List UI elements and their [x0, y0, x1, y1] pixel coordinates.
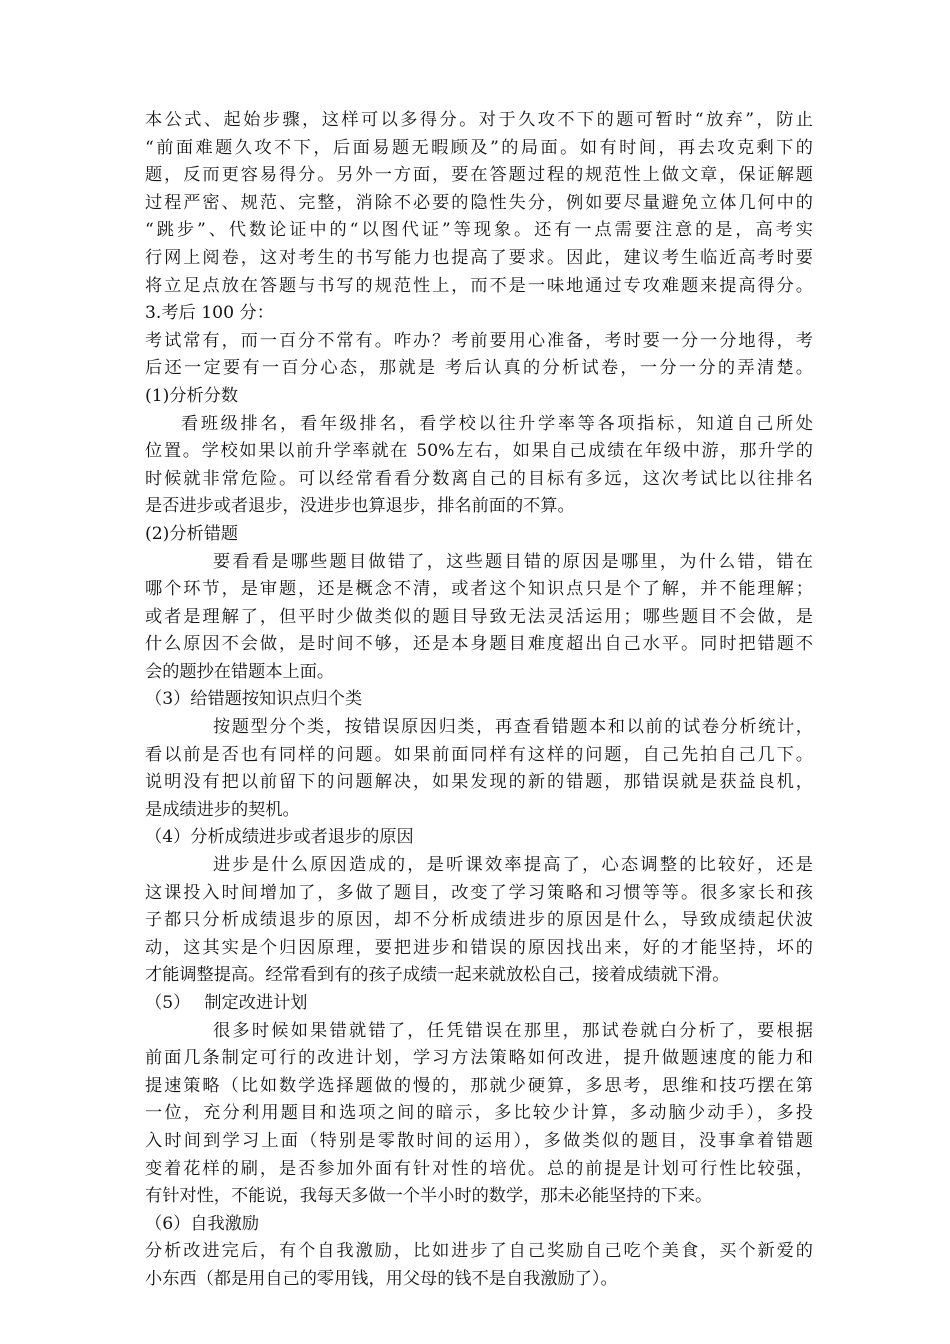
text-line: 是否进步或者退步，没进步也算退步，排名前面的不算。: [145, 496, 575, 517]
text-line: 或者是理解了，但平时少做类似的题目导致无法灵活运用；哪些题目不会做，是: [145, 606, 813, 627]
text-line: 提速策略（比如数学选择题做的慢的，那就少硬算，多思考，思维和技巧摆在第: [145, 1075, 813, 1096]
text-line: 很多时候如果错就错了，任凭错误在那里，那试卷就白分析了，要根据: [213, 1020, 813, 1041]
text-line: “跳步”、代数论证中的“以图代证”等现象。还有一点需要注意的是，高考实: [145, 220, 813, 241]
subsection-4-paragraph: [145, 852, 813, 990]
text-line: 看以前是否也有同样的问题。如果前面同样有这样的问题，自己先拍自己几下。: [145, 744, 813, 765]
text-line: 入时间到学习上面（特别是零散时间的运用），多做类似的题目，没事拿着错题: [145, 1130, 813, 1151]
text-line: 这课投入时间增加了，多做了题目，改变了学习策略和习惯等等。很多家长和孩: [145, 882, 813, 903]
text-line: 看班级排名，看年级排名，看学校以往升学率等各项指标，知道自己所处: [181, 413, 813, 434]
text-line: 后还一定要有一百分心态，那就是 考后认真的分析试卷，一分一分的弄清楚。: [145, 358, 813, 379]
text-line: 一位，充分利用题目和选项之间的暗示，多比较少计算，多动脑少动手），多投: [145, 1103, 813, 1124]
subsection-5-paragraph: [145, 1018, 813, 1211]
subsection-2-title: (2)分析错题: [145, 523, 239, 544]
text-line: 小东西（都是用自己的零用钱，用父母的钱不是自我激励了）。: [145, 1268, 618, 1289]
text-line: 动，这其实是个归因原理，要把进步和错误的原因找出来，好的才能坚持，坏的: [145, 937, 813, 958]
text-line: 哪个环节，是审题，还是概念不清，或者这个知识点只是个了解，并不能理解；: [145, 579, 813, 600]
subsection-6-title: （6）自我激励: [145, 1213, 260, 1234]
text-line: 什么原因不会做，是时间不够，还是本身题目难度超出自己水平。同时把错题不: [145, 634, 813, 655]
text-line: 说明没有把以前留下的问题解决，如果发现的新的错题，那错误就是获益良机，: [145, 772, 813, 793]
text-line: 子都只分析成绩退步的原因，却不分析成绩进步的原因是什么，导致成绩起伏波: [145, 910, 813, 931]
section-3-title: 3.考后 100 分：: [145, 303, 274, 324]
document-page: [145, 107, 813, 1294]
text-line: 本公式、起始步骤，这样可以多得分。对于久攻不下的题可暂时“放弃”，防止: [145, 110, 813, 130]
subsection-4-title: （4）分析成绩进步或者退步的原因: [145, 827, 414, 848]
text-line: 按题型分个类，按错误原因归类，再查看错题本和以前的试卷分析统计，: [213, 717, 813, 738]
text-line: 分析改进完后，有个自我激励，比如进步了自己奖励自己吃个美食，买个新爱的: [145, 1241, 813, 1262]
text-line: 考试常有，而一百分不常有。咋办？考前要用心准备，考时要一分一分地得，考: [145, 330, 813, 351]
subsection-6-paragraph: [145, 1238, 813, 1293]
subsection-5-title: （5） 制定改进计划: [145, 993, 308, 1013]
text-line: 要看看是哪些题目做错了，这些题目错的原因是哪里，为什么错，错在: [213, 551, 813, 572]
subsection-1-paragraph: [145, 411, 813, 521]
text-line: 位置。学校如果以前升学率就在 50%左右，如果自己成绩在年级中游，那升学的: [145, 441, 813, 462]
text-line: 将立足点放在答题与书写的规范性上，而不是一味地通过专攻难题来提高得分。: [145, 275, 813, 296]
subsection-3-title: （3）给错题按知识点归个类: [145, 689, 363, 710]
section-3-paragraph: [145, 328, 813, 383]
text-line: 题，反而更容易得分。另外一方面，要在答题过程的规范性上做文章，保证解题: [145, 165, 813, 186]
text-line: 时候就非常危险。可以经常看看分数离自己的目标有多远，这次考试比以往排名: [145, 468, 813, 489]
text-line: 前面几条制定可行的改进计划，学习方法策略如何改进，提升做题速度的能力和: [145, 1048, 813, 1069]
text-line: 变着花样的刷，是否参加外面有针对性的培优。总的前提是计划可行性比较强，: [145, 1158, 813, 1179]
subsection-1-title: (1)分析分数: [145, 385, 239, 406]
intro-paragraph: [145, 107, 813, 300]
subsection-2-paragraph: [145, 549, 813, 687]
text-line: 才能调整提高。经常看到有的孩子成绩一起来就放松自己，接着成绩就下滑。: [145, 965, 730, 986]
text-line: 会的题抄在错题本上面。: [145, 661, 335, 682]
text-line: 有针对性，不能说，我每天多做一个半小时的数学，那未必能坚持的下来。: [145, 1186, 713, 1207]
text-line: 行网上阅卷，这对考生的书写能力也提高了要求。因此，建议考生临近高考时要: [145, 247, 813, 268]
text-line: 过程严密、规范、完整，消除不必要的隐性失分，例如要尽量避免立体几何中的: [145, 192, 813, 213]
text-line: 是成绩进步的契机。: [145, 799, 300, 820]
subsection-3-paragraph: [145, 714, 813, 824]
text-line: “前面难题久攻不下，后面易题无暇顾及”的局面。如有时间，再去攻克剩下的: [145, 137, 813, 158]
text-line: 进步是什么原因造成的，是听课效率提高了，心态调整的比较好，还是: [213, 855, 813, 876]
